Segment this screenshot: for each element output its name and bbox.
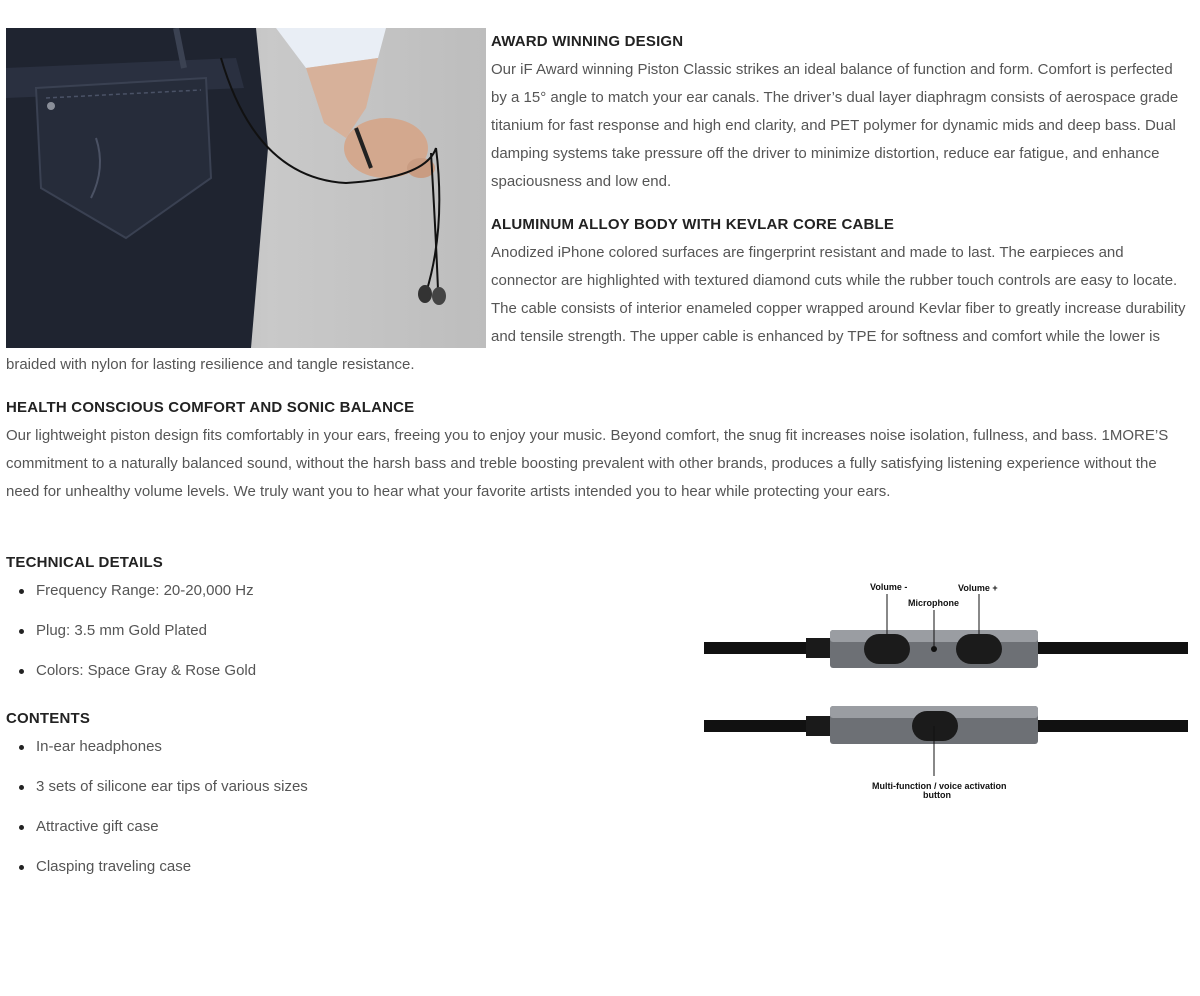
remote-control-diagram	[704, 576, 1188, 806]
list-item: Plug: 3.5 mm Gold Plated	[6, 617, 646, 657]
health-body: Our lightweight piston design fits comfortably in your ears, freeing you to enjoy your music. Beyond comfort, the snug fit increases noise isolation, fullness, and bass. 1MORE’S commitment to a naturally balanced sound, without the harsh bass and treble boosting prevalent with other brands, produces a fully satisfying listening experience without the need for unhealthy volume levels. We truly want you to hear what your favorite artists intended you to hear while protecting your ears.	[6, 427, 1169, 500]
contents-heading: CONTENTS	[6, 710, 91, 727]
list-item: 3 sets of silicone ear tips of various sizes	[6, 773, 646, 813]
volume-minus-label: Volume -	[870, 582, 908, 592]
microphone-label: Microphone	[908, 598, 959, 608]
health-heading: HEALTH CONSCIOUS COMFORT AND SONIC BALANCE	[6, 399, 415, 416]
list-item: Attractive gift case	[6, 813, 646, 853]
aluminum-heading: ALUMINUM ALLOY BODY WITH KEVLAR CORE CABLE	[491, 216, 895, 233]
health-section	[6, 394, 1188, 506]
list-item: Frequency Range: 20-20,000 Hz	[6, 577, 646, 617]
aluminum-body: Anodized iPhone colored surfaces are fingerprint resistant and made to last. The earpieces and connector are highlighted with textured diamond cuts while the rubber touch controls are easy to locate. The cable consists of interior enameled copper wrapped around Kevlar fiber to greatly increase durability and tensile strength. The upper cable is enhanced by TPE for softness and comfort while the lower is braided with nylon for lasting resilience and tangle resistance.	[6, 244, 1186, 373]
contents-section	[6, 705, 646, 893]
multifunction-label-line1: Multi-function / voice activation	[872, 781, 1007, 791]
contents-list	[6, 733, 646, 893]
list-item: In-ear headphones	[6, 733, 646, 773]
list-item: Colors: Space Gray & Rose Gold	[6, 657, 646, 697]
list-item: Clasping traveling case	[6, 853, 646, 893]
technical-details-section	[6, 549, 646, 697]
technical-list	[6, 577, 646, 697]
intro-block	[6, 28, 1188, 379]
multifunction-label-line2: button	[923, 790, 951, 800]
award-heading: AWARD WINNING DESIGN	[491, 33, 684, 50]
technical-heading: TECHNICAL DETAILS	[6, 554, 164, 571]
award-body: Our iF Award winning Piston Classic strikes an ideal balance of function and form. Comfort is perfected by a 15° angle to match your ear canals. The driver’s dual layer diaphragm consists of aerospace grade titanium for fast response and high end clarity, and PET polymer for dynamic mids and deep bass. Dual damping systems take pressure off the driver to minimize distortion, reduce ear fatigue, and enhance spaciousness and low end.	[491, 61, 1179, 190]
volume-plus-label: Volume +	[958, 583, 998, 593]
hero-photo-jeans-earphones	[6, 28, 486, 348]
